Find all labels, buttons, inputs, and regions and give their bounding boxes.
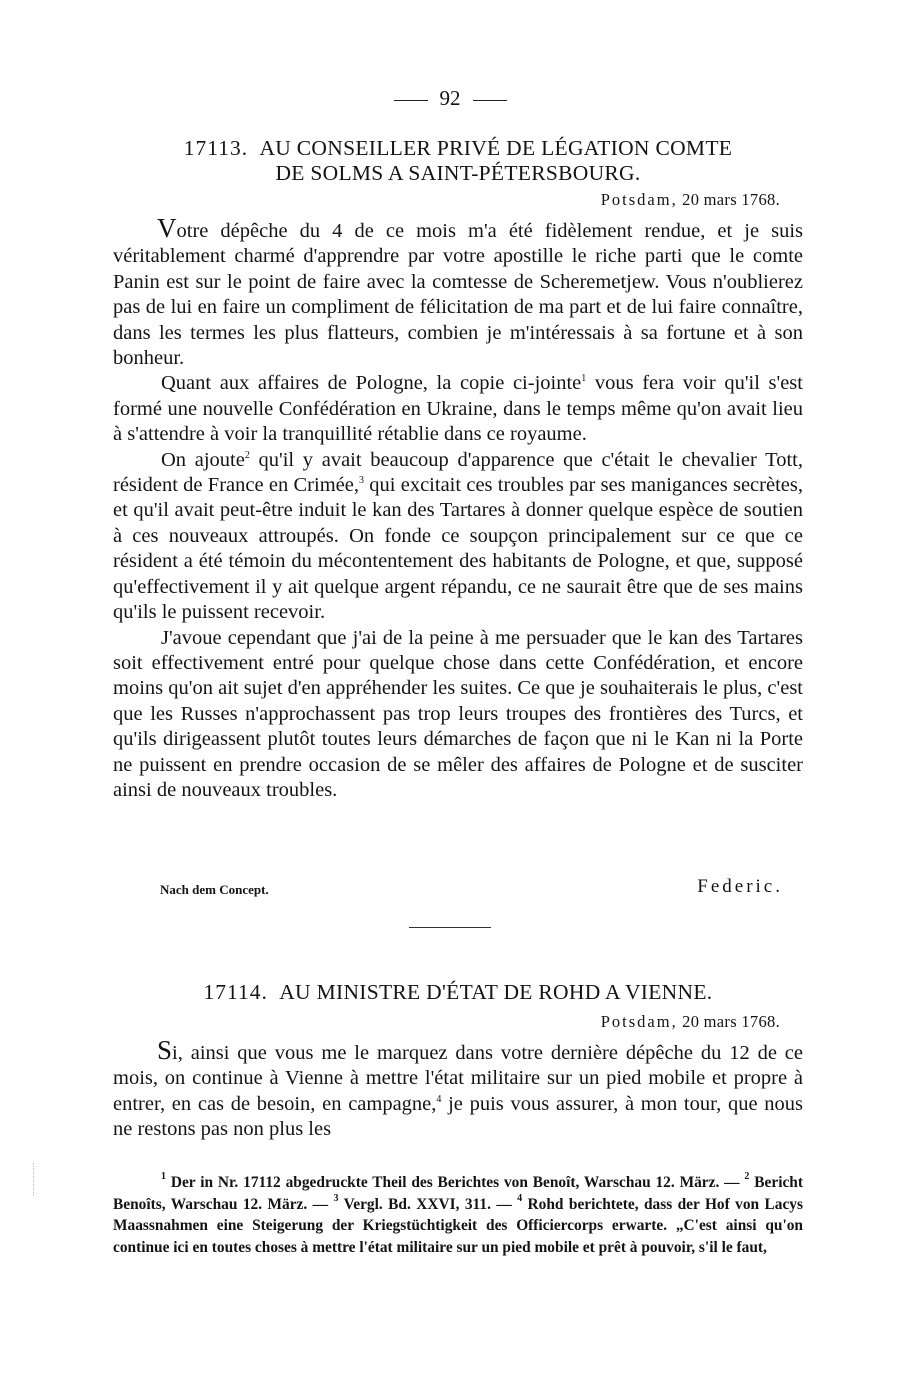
letter1-place: Potsdam, — [600, 190, 678, 209]
footnote-block — [113, 1172, 803, 1258]
letter1-heading-line1 — [113, 136, 803, 161]
footnote-mark-3: 3 — [333, 1192, 339, 1204]
letter2-heading-text: AU MINISTRE D'ÉTAT DE ROHD A VIENNE. — [279, 980, 713, 1004]
letter1-initial: V — [157, 213, 177, 243]
letter1-dateline — [601, 190, 780, 210]
letter2-body — [113, 1035, 803, 1143]
letter1-heading-line2: DE SOLMS A SAINT-PÉTERSBOURG. — [275, 161, 641, 185]
footnote-mark-4: 4 — [517, 1192, 523, 1204]
page-number-dash-left — [394, 100, 428, 101]
footnote-2: Bericht Benoîts, Warschau 12. März. — — [113, 1174, 803, 1213]
letter2-dateline — [601, 1012, 780, 1032]
footnote-1: Der in Nr. 17112 abgedruckte Theil des Berichtes von Benoît, Warschau 12. März. — — [166, 1174, 745, 1191]
footnote-mark-2: 2 — [744, 1171, 750, 1182]
page-number-dash-right — [473, 100, 507, 101]
footnote-4: Rohd berichtete, dass der Hof von Lacys Maassnahmen eine Steigerung der Kriegstüchtigkeit des Officiercorps erwarte. „C'est ainsi qu'on continue ici en toutes choses à mettre l'état militaire sur un pied mobile et prêt à pouvoir, s'il le faut, — [113, 1195, 803, 1256]
footnote-ref-1[interactable]: 1 — [581, 373, 587, 385]
footnote-mark-1: 1 — [161, 1171, 166, 1182]
letter1-paragraph-3: On ajoute$^2$ qu'il y avait beaucoup d'apparence que c'était le chevalier Tott, résident de France en Crimée,$^3$ qui excitait ces troubles par ses manigances secrètes, et qu'il avait peut-être induit le kan des Tartares à donner quelque espèce de soutien à ces nouveaux attroupés. On fonde ce soupçon principalement sur ce que ce résident a été témoin du mécontentement des habitants de Pologne, et que, supposé qu'effectivement il y ait quelque argent répandu, ce ne saurait être que de ses mains qu'ils le puissent recevoir. — [113, 448, 803, 624]
letter1-number: 17113. — [183, 136, 249, 160]
letter1-heading-text1: AU CONSEILLER PRIVÉ DE LÉGATION COMTE — [259, 136, 733, 160]
letter1-heading — [113, 136, 803, 186]
section-divider — [409, 927, 491, 928]
letter2-date: 20 mars 1768. — [682, 1012, 780, 1031]
source-note: Nach dem Concept. — [160, 882, 269, 897]
footnote-ref-3[interactable]: 3 — [358, 475, 364, 487]
letter2-paragraph-1: Si, ainsi que vous me le marquez dans votre dernière dépêche du 12 de ce mois, on continue à Vienne à mettre l'état militaire sur un pied mobile et propre à entrer, en cas de besoin, en campagne,$^4$ je puis vous assurer, à mon tour, que nous ne restons pas non plus les — [113, 1035, 803, 1141]
letter2-number: 17114. — [203, 980, 268, 1004]
letter2-place: Potsdam, — [600, 1012, 678, 1031]
margin-marks — [33, 1163, 36, 1195]
letter1-body — [113, 213, 803, 803]
letter1-paragraph-1: Votre dépêche du 4 de ce mois m'a été fidèlement rendue, et je suis véritablement charmé d'apprendre par votre apostille le riche parti que le comte Panin est sur le point de faire avec la comtesse de Scheremetjew. Vous n'oublierez pas de lui en faire un compliment de félicitation de ma part et de lui faire connaître, dans les termes les plus flatteurs, combien je m'intéressais à sa fortune et à son bonheur. — [113, 213, 803, 370]
footnote-ref-4[interactable]: 4 — [436, 1093, 442, 1105]
footnotes — [113, 1172, 803, 1258]
letter2-initial: S — [157, 1035, 173, 1065]
letter2-heading — [113, 980, 803, 1005]
page-number: 92 — [0, 86, 900, 111]
letter1-date: 20 mars 1768. — [682, 190, 780, 209]
signature: Federic. — [697, 876, 783, 897]
footnote-ref-2[interactable]: 2 — [244, 449, 250, 461]
letter1-paragraph-2: Quant aux affaires de Pologne, la copie ci-jointe$^1$ vous fera voir qu'il s'est formé une nouvelle Confédération en Ukraine, dans le temps même qu'on avait lieu à s'attendre à voir la tranquillité rétablie dans ce royaume. — [113, 372, 803, 446]
letter1-paragraph-4: J'avoue cependant que j'ai de la peine à me persuader que le kan des Tartares soit effectivement entré pour quelque chose dans cette Confédération, et encore moins qu'on ait sujet d'en appréhender les suites. Ce que je souhaiterais le plus, c'est que les Russes n'approchassent pas trop leurs troupes des frontières des Turcs, et qu'ils dirigeassent plutôt toutes leurs démarches de façon que ni le Kan ni la Porte ne puissent en prendre occasion de se mêler des affaires de Pologne et de susciter ainsi de nouveaux troubles. — [113, 626, 803, 801]
footnote-3: Vergl. Bd. XXVI, 311. — — [338, 1195, 518, 1213]
